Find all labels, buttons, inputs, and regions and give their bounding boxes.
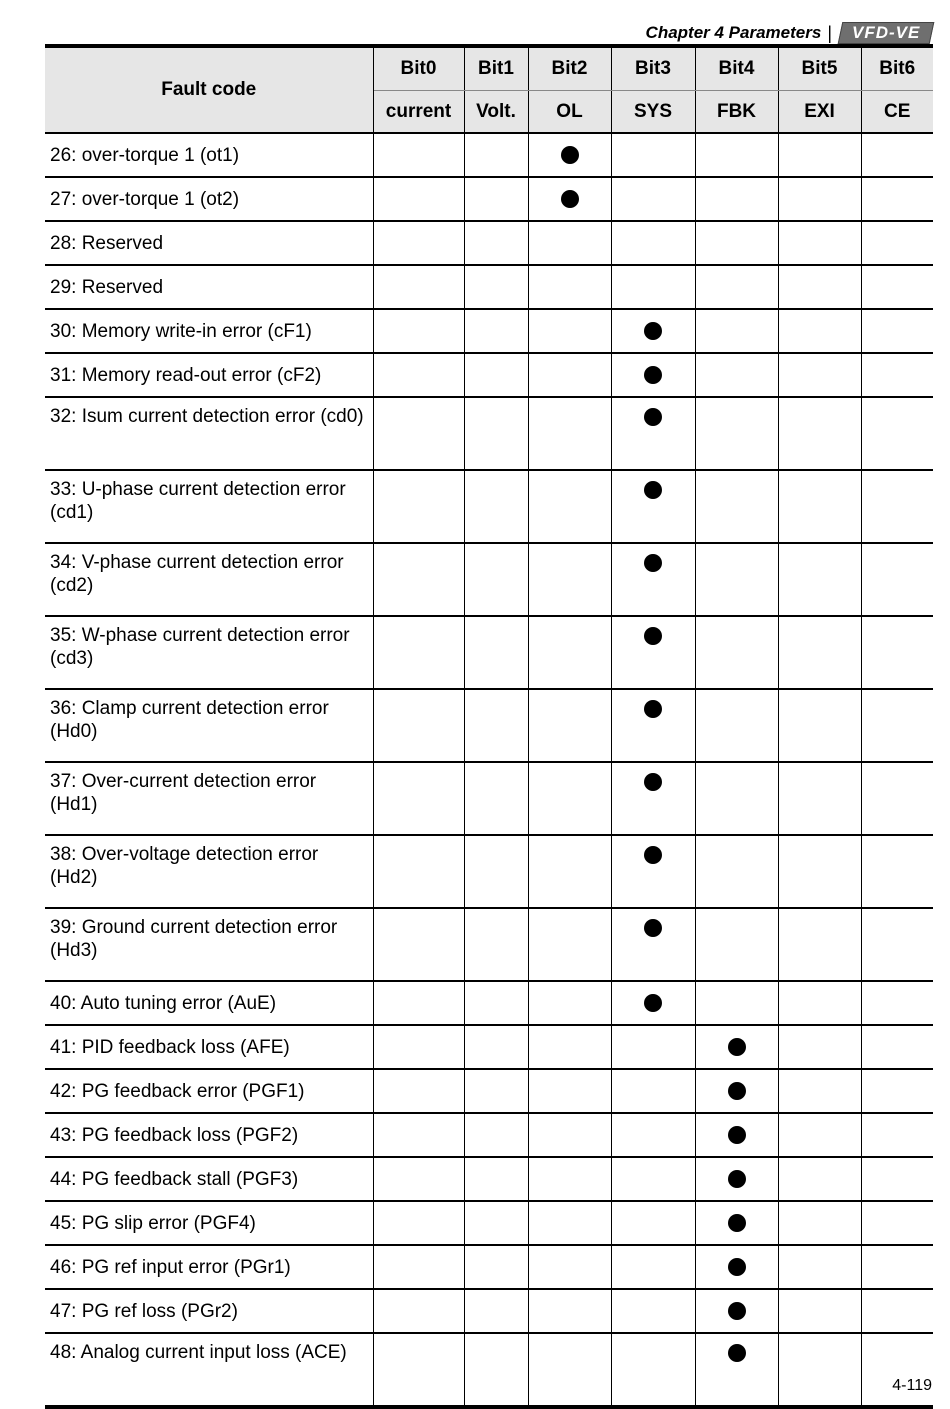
bit6-cell	[861, 265, 933, 309]
header-row-bits	[45, 46, 933, 91]
bit6-name-header: CE	[861, 91, 933, 134]
table-row	[45, 177, 933, 221]
bit3-name-header: SYS	[611, 91, 695, 134]
bit2-cell	[528, 1113, 611, 1157]
bit2-cell	[528, 543, 611, 616]
table-row	[45, 397, 933, 470]
fault-code-label: 31: Memory read-out error (cF2)	[45, 353, 373, 397]
bit1-name-header: Volt.	[464, 91, 528, 134]
bit6-cell	[861, 1289, 933, 1333]
bit3-cell	[611, 1157, 695, 1201]
bit2-cell	[528, 1245, 611, 1289]
bit2-cell	[528, 133, 611, 177]
bullet-mark-icon	[644, 481, 662, 499]
bit3-cell	[611, 1201, 695, 1245]
bit2-header: Bit2	[528, 46, 611, 91]
fault-code-label: 48: Analog current input loss (ACE)	[45, 1333, 373, 1407]
table-row	[45, 835, 933, 908]
bit2-cell	[528, 1025, 611, 1069]
bit4-cell	[695, 1201, 778, 1245]
bit2-name-header: OL	[528, 91, 611, 134]
fault-code-label: 35: W-phase current detection error (cd3)	[45, 616, 373, 689]
table-row	[45, 762, 933, 835]
bit0-cell	[373, 1201, 464, 1245]
bit3-cell	[611, 616, 695, 689]
table-header	[45, 46, 933, 133]
bit4-cell	[695, 1157, 778, 1201]
bit5-cell	[778, 1201, 861, 1245]
bit5-cell	[778, 1113, 861, 1157]
bit2-cell	[528, 353, 611, 397]
bit3-cell	[611, 981, 695, 1025]
bit4-cell	[695, 221, 778, 265]
bullet-mark-icon	[644, 366, 662, 384]
bit2-cell	[528, 762, 611, 835]
table-row	[45, 543, 933, 616]
bit1-cell	[464, 1333, 528, 1407]
bullet-mark-icon	[644, 919, 662, 937]
bit1-cell	[464, 470, 528, 543]
table-row	[45, 1113, 933, 1157]
fault-code-label: 47: PG ref loss (PGr2)	[45, 1289, 373, 1333]
bullet-mark-icon	[644, 554, 662, 572]
table-row	[45, 221, 933, 265]
bit2-cell	[528, 1157, 611, 1201]
bit6-cell	[861, 177, 933, 221]
table-row	[45, 470, 933, 543]
bit6-cell	[861, 309, 933, 353]
table-row	[45, 1069, 933, 1113]
bullet-mark-icon	[728, 1170, 746, 1188]
bit1-cell	[464, 397, 528, 470]
bit3-cell	[611, 1025, 695, 1069]
bit1-cell	[464, 1113, 528, 1157]
bullet-mark-icon	[644, 408, 662, 426]
bit4-cell	[695, 543, 778, 616]
bit5-header: Bit5	[778, 46, 861, 91]
bit3-cell	[611, 689, 695, 762]
bit4-cell	[695, 265, 778, 309]
bit2-cell	[528, 689, 611, 762]
bit5-cell	[778, 177, 861, 221]
bit1-cell	[464, 1025, 528, 1069]
fault-code-header: Fault code	[45, 46, 373, 133]
bit5-cell	[778, 616, 861, 689]
header-separator: |	[827, 22, 832, 43]
bit4-cell	[695, 177, 778, 221]
bit2-cell	[528, 908, 611, 981]
bit5-cell	[778, 133, 861, 177]
bullet-mark-icon	[561, 146, 579, 164]
bit6-cell	[861, 1069, 933, 1113]
bit0-cell	[373, 835, 464, 908]
bit4-cell	[695, 762, 778, 835]
table-row	[45, 981, 933, 1025]
bullet-mark-icon	[644, 322, 662, 340]
bit4-cell	[695, 397, 778, 470]
bit1-cell	[464, 133, 528, 177]
fault-code-label: 27: over-torque 1 (ot2)	[45, 177, 373, 221]
bit6-cell	[861, 1245, 933, 1289]
bullet-mark-icon	[728, 1038, 746, 1056]
bit6-cell	[861, 1333, 933, 1407]
fault-code-label: 33: U-phase current detection error (cd1)	[45, 470, 373, 543]
bit2-cell	[528, 470, 611, 543]
table-row	[45, 309, 933, 353]
table-row	[45, 908, 933, 981]
bit4-cell	[695, 353, 778, 397]
bit6-cell	[861, 470, 933, 543]
bit3-cell	[611, 221, 695, 265]
fault-code-label: 44: PG feedback stall (PGF3)	[45, 1157, 373, 1201]
bit3-cell	[611, 470, 695, 543]
bit3-cell	[611, 762, 695, 835]
bit0-cell	[373, 397, 464, 470]
bullet-mark-icon	[644, 627, 662, 645]
bit5-cell	[778, 1245, 861, 1289]
bit1-cell	[464, 309, 528, 353]
logo-text: VFD-VE	[851, 23, 921, 42]
bit0-cell	[373, 1025, 464, 1069]
table-row	[45, 1025, 933, 1069]
bit0-cell	[373, 221, 464, 265]
table-row	[45, 353, 933, 397]
bit5-cell	[778, 309, 861, 353]
bit5-cell	[778, 1025, 861, 1069]
fault-code-label: 36: Clamp current detection error (Hd0)	[45, 689, 373, 762]
bit4-cell	[695, 309, 778, 353]
bit1-cell	[464, 1245, 528, 1289]
fault-code-label: 38: Over-voltage detection error (Hd2)	[45, 835, 373, 908]
bit5-cell	[778, 908, 861, 981]
bit3-cell	[611, 1113, 695, 1157]
bit5-cell	[778, 397, 861, 470]
bit3-cell	[611, 543, 695, 616]
table-body	[45, 133, 933, 1407]
bit6-cell	[861, 762, 933, 835]
bit3-header: Bit3	[611, 46, 695, 91]
bit0-cell	[373, 470, 464, 543]
bullet-mark-icon	[644, 994, 662, 1012]
bit1-cell	[464, 543, 528, 616]
bit0-cell	[373, 689, 464, 762]
bit0-cell	[373, 1069, 464, 1113]
bit6-cell	[861, 689, 933, 762]
bit4-cell	[695, 1333, 778, 1407]
bit1-cell	[464, 1069, 528, 1113]
bit1-cell	[464, 835, 528, 908]
bit6-cell	[861, 397, 933, 470]
bit6-cell	[861, 908, 933, 981]
bit3-cell	[611, 1069, 695, 1113]
bit4-cell	[695, 616, 778, 689]
bit0-cell	[373, 1113, 464, 1157]
bit1-cell	[464, 1289, 528, 1333]
bit1-cell	[464, 616, 528, 689]
bullet-mark-icon	[561, 190, 579, 208]
bit0-cell	[373, 543, 464, 616]
table-row	[45, 133, 933, 177]
chapter-title: Chapter 4 Parameters	[645, 23, 822, 42]
bit2-cell	[528, 221, 611, 265]
bullet-mark-icon	[644, 773, 662, 791]
bit4-header: Bit4	[695, 46, 778, 91]
bit1-cell	[464, 177, 528, 221]
bit5-cell	[778, 1333, 861, 1407]
page-header	[646, 20, 932, 46]
bit4-cell	[695, 1113, 778, 1157]
bit0-cell	[373, 908, 464, 981]
page-number: 4-119	[892, 1377, 932, 1394]
bit0-name-header: current	[373, 91, 464, 134]
bit6-cell	[861, 981, 933, 1025]
bit3-cell	[611, 397, 695, 470]
bullet-mark-icon	[728, 1302, 746, 1320]
fault-code-label: 45: PG slip error (PGF4)	[45, 1201, 373, 1245]
bit5-cell	[778, 221, 861, 265]
bit3-cell	[611, 177, 695, 221]
bit5-cell	[778, 1289, 861, 1333]
fault-code-label: 40: Auto tuning error (AuE)	[45, 981, 373, 1025]
bit3-cell	[611, 835, 695, 908]
bit0-cell	[373, 1333, 464, 1407]
fault-code-label: 32: Isum current detection error (cd0)	[45, 397, 373, 470]
bit2-cell	[528, 1333, 611, 1407]
bit5-cell	[778, 470, 861, 543]
bit3-cell	[611, 353, 695, 397]
table-row	[45, 689, 933, 762]
bit2-cell	[528, 309, 611, 353]
fault-code-label: 34: V-phase current detection error (cd2)	[45, 543, 373, 616]
fault-code-label: 39: Ground current detection error (Hd3)	[45, 908, 373, 981]
bullet-mark-icon	[728, 1082, 746, 1100]
bit5-cell	[778, 835, 861, 908]
bit3-cell	[611, 908, 695, 981]
bit5-cell	[778, 543, 861, 616]
bit6-cell	[861, 133, 933, 177]
bit1-cell	[464, 265, 528, 309]
fault-code-table	[45, 44, 933, 1409]
bit1-cell	[464, 221, 528, 265]
table-row	[45, 265, 933, 309]
bit0-cell	[373, 981, 464, 1025]
bit1-cell	[464, 689, 528, 762]
fault-code-label: 46: PG ref input error (PGr1)	[45, 1245, 373, 1289]
bit4-cell	[695, 908, 778, 981]
bit4-name-header: FBK	[695, 91, 778, 134]
fault-code-label: 26: over-torque 1 (ot1)	[45, 133, 373, 177]
table-row	[45, 1157, 933, 1201]
bit3-cell	[611, 309, 695, 353]
bit4-cell	[695, 1289, 778, 1333]
bit2-cell	[528, 981, 611, 1025]
fault-code-label: 43: PG feedback loss (PGF2)	[45, 1113, 373, 1157]
bit2-cell	[528, 616, 611, 689]
bit0-cell	[373, 1245, 464, 1289]
fault-code-label: 42: PG feedback error (PGF1)	[45, 1069, 373, 1113]
bullet-mark-icon	[644, 700, 662, 718]
bit5-cell	[778, 1069, 861, 1113]
bit6-header: Bit6	[861, 46, 933, 91]
bit1-cell	[464, 762, 528, 835]
product-logo	[838, 22, 935, 44]
bit5-name-header: EXI	[778, 91, 861, 134]
bit1-cell	[464, 1201, 528, 1245]
fault-code-label: 29: Reserved	[45, 265, 373, 309]
bullet-mark-icon	[728, 1126, 746, 1144]
fault-code-label: 28: Reserved	[45, 221, 373, 265]
bit4-cell	[695, 981, 778, 1025]
bit6-cell	[861, 1157, 933, 1201]
bit2-cell	[528, 397, 611, 470]
bit6-cell	[861, 616, 933, 689]
bit4-cell	[695, 835, 778, 908]
table-row	[45, 1333, 933, 1407]
bit0-cell	[373, 177, 464, 221]
bit5-cell	[778, 1157, 861, 1201]
bit0-cell	[373, 762, 464, 835]
bit5-cell	[778, 265, 861, 309]
bit0-cell	[373, 133, 464, 177]
bullet-mark-icon	[728, 1214, 746, 1232]
bit4-cell	[695, 1069, 778, 1113]
bullet-mark-icon	[728, 1258, 746, 1276]
table-row	[45, 616, 933, 689]
bit5-cell	[778, 981, 861, 1025]
bit5-cell	[778, 353, 861, 397]
table-row	[45, 1201, 933, 1245]
bit2-cell	[528, 1201, 611, 1245]
bit6-cell	[861, 1201, 933, 1245]
bit4-cell	[695, 1245, 778, 1289]
bit1-cell	[464, 981, 528, 1025]
bit5-cell	[778, 762, 861, 835]
bit6-cell	[861, 543, 933, 616]
table-row	[45, 1245, 933, 1289]
bit3-cell	[611, 265, 695, 309]
bit1-cell	[464, 908, 528, 981]
bit0-cell	[373, 265, 464, 309]
bit0-cell	[373, 353, 464, 397]
bullet-mark-icon	[644, 846, 662, 864]
bit5-cell	[778, 689, 861, 762]
bit6-cell	[861, 1113, 933, 1157]
bit4-cell	[695, 1025, 778, 1069]
bit6-cell	[861, 353, 933, 397]
bit2-cell	[528, 1289, 611, 1333]
bit3-cell	[611, 1289, 695, 1333]
fault-code-label: 30: Memory write-in error (cF1)	[45, 309, 373, 353]
bit1-header: Bit1	[464, 46, 528, 91]
bit0-cell	[373, 616, 464, 689]
bit0-cell	[373, 1289, 464, 1333]
bit6-cell	[861, 1025, 933, 1069]
bit0-cell	[373, 309, 464, 353]
bit6-cell	[861, 221, 933, 265]
bit2-cell	[528, 177, 611, 221]
bit3-cell	[611, 1333, 695, 1407]
bit4-cell	[695, 133, 778, 177]
fault-code-label: 37: Over-current detection error (Hd1)	[45, 762, 373, 835]
bit3-cell	[611, 133, 695, 177]
bit6-cell	[861, 835, 933, 908]
bit0-header: Bit0	[373, 46, 464, 91]
bit0-cell	[373, 1157, 464, 1201]
bit1-cell	[464, 353, 528, 397]
bit4-cell	[695, 470, 778, 543]
bit1-cell	[464, 1157, 528, 1201]
bit2-cell	[528, 835, 611, 908]
table-row	[45, 1289, 933, 1333]
bit2-cell	[528, 1069, 611, 1113]
fault-code-label: 41: PID feedback loss (AFE)	[45, 1025, 373, 1069]
bit2-cell	[528, 265, 611, 309]
bullet-mark-icon	[728, 1344, 746, 1362]
bit4-cell	[695, 689, 778, 762]
bit3-cell	[611, 1245, 695, 1289]
